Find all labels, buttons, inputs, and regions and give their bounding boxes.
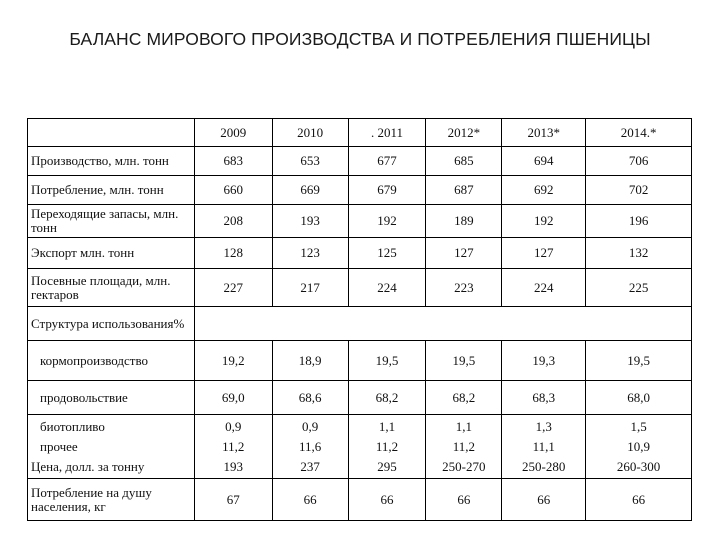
table-cell: 250-280 bbox=[522, 458, 566, 474]
table-cell-stack bbox=[194, 415, 272, 479]
year-header: . 2011 bbox=[348, 119, 426, 147]
table-cell: 66 bbox=[348, 479, 426, 521]
table-cell: 11,2 bbox=[375, 438, 399, 454]
table-cell: 1,1 bbox=[378, 418, 396, 434]
table-cell: 192 bbox=[502, 205, 586, 238]
table-cell: 687 bbox=[426, 176, 502, 205]
table-cell: 127 bbox=[426, 238, 502, 269]
table-cell: 685 bbox=[426, 147, 502, 176]
header-row bbox=[28, 119, 692, 147]
table-cell: 694 bbox=[502, 147, 586, 176]
table-row bbox=[28, 176, 692, 205]
wheat-balance-table bbox=[27, 118, 692, 521]
table-cell-stack bbox=[272, 415, 348, 479]
table-cell: 68,0 bbox=[586, 381, 692, 415]
table-cell: 69,0 bbox=[194, 381, 272, 415]
row-label: Потребление, млн. тонн bbox=[28, 176, 195, 205]
table-cell-stack bbox=[586, 415, 692, 479]
table-cell: 66 bbox=[426, 479, 502, 521]
table-cell: 0,9 bbox=[302, 418, 319, 434]
table-cell: 66 bbox=[502, 479, 586, 521]
table-row bbox=[28, 479, 692, 521]
table-cell: 19,3 bbox=[502, 341, 586, 381]
table-row bbox=[28, 147, 692, 176]
row-label: Посевные площади, млн. гектаров bbox=[28, 269, 195, 307]
table-cell: 653 bbox=[272, 147, 348, 176]
table-cell-stack bbox=[502, 415, 586, 479]
table-cell: 193 bbox=[223, 458, 244, 474]
table-cell: 669 bbox=[272, 176, 348, 205]
table-cell: 692 bbox=[502, 176, 586, 205]
table-cell: 223 bbox=[426, 269, 502, 307]
table-cell: 702 bbox=[586, 176, 692, 205]
row-label-stack bbox=[28, 415, 195, 479]
year-header: 2013* bbox=[502, 119, 586, 147]
table-cell: 11,2 bbox=[452, 438, 475, 454]
row-label: Производство, млн. тонн bbox=[28, 147, 195, 176]
table-cell: 193 bbox=[272, 205, 348, 238]
table-cell: 1,3 bbox=[535, 418, 552, 434]
section-row bbox=[28, 307, 692, 341]
table-cell: 125 bbox=[348, 238, 426, 269]
table-row bbox=[28, 381, 692, 415]
table-cell: 123 bbox=[272, 238, 348, 269]
section-label: Структура использования% bbox=[28, 307, 195, 341]
table-cell: 67 bbox=[194, 479, 272, 521]
table-cell: 250-270 bbox=[442, 458, 486, 474]
table-cell: 132 bbox=[586, 238, 692, 269]
table-cell: 19,5 bbox=[348, 341, 426, 381]
table-cell: 706 bbox=[586, 147, 692, 176]
table-cell: 660 bbox=[194, 176, 272, 205]
table-cell: 208 bbox=[194, 205, 272, 238]
row-label bbox=[28, 341, 195, 381]
table-row bbox=[28, 205, 692, 238]
table-cell: 295 bbox=[377, 458, 397, 474]
row-label-text: биотопливо bbox=[40, 418, 105, 434]
table-cell: 19,5 bbox=[586, 341, 692, 381]
table-cell: 227 bbox=[194, 269, 272, 307]
table-row bbox=[28, 238, 692, 269]
table-cell: 10,9 bbox=[627, 438, 650, 454]
table-cell: 68,3 bbox=[502, 381, 586, 415]
table-cell: 679 bbox=[348, 176, 426, 205]
table-row-merged bbox=[28, 415, 692, 479]
table-cell: 19,5 bbox=[426, 341, 502, 381]
table-cell: 11,6 bbox=[298, 438, 322, 454]
table-cell: 1,1 bbox=[455, 418, 472, 434]
table-row bbox=[28, 341, 692, 381]
table-cell: 18,9 bbox=[272, 341, 348, 381]
table-cell: 196 bbox=[586, 205, 692, 238]
row-label: Потребление на душу населения, кг bbox=[28, 479, 195, 521]
table-cell: 66 bbox=[586, 479, 692, 521]
year-header: 2009 bbox=[194, 119, 272, 147]
table-cell: 224 bbox=[348, 269, 426, 307]
section-empty-cell bbox=[194, 307, 691, 341]
table-cell: 192 bbox=[348, 205, 426, 238]
table-cell: 11,1 bbox=[532, 438, 555, 454]
header-corner-cell bbox=[28, 119, 195, 147]
row-label: Переходящие запасы, млн. тонн bbox=[28, 205, 195, 238]
table-cell: 11,2 bbox=[222, 438, 245, 454]
row-label bbox=[28, 381, 195, 415]
table-cell: 0,9 bbox=[225, 418, 242, 434]
table-cell: 68,2 bbox=[348, 381, 426, 415]
table-cell: 677 bbox=[348, 147, 426, 176]
table-cell: 260-300 bbox=[616, 458, 661, 474]
table-cell: 128 bbox=[194, 238, 272, 269]
table-cell: 127 bbox=[502, 238, 586, 269]
table-cell: 225 bbox=[586, 269, 692, 307]
table-cell-stack bbox=[426, 415, 502, 479]
row-label: Экспорт млн. тонн bbox=[28, 238, 195, 269]
page-title: БАЛАНС МИРОВОГО ПРОИЗВОДСТВА И ПОТРЕБЛЕНИЯ ПШЕНИЦЫ bbox=[69, 29, 651, 49]
row-label-text: продовольствие bbox=[40, 389, 128, 405]
year-header: 2014.* bbox=[586, 119, 692, 147]
table-cell: 19,2 bbox=[194, 341, 272, 381]
table-cell: 237 bbox=[300, 458, 320, 474]
row-label-text: Цена, долл. за тонну bbox=[31, 458, 145, 474]
table-cell: 68,6 bbox=[272, 381, 348, 415]
table-cell: 68,2 bbox=[426, 381, 502, 415]
table-cell: 66 bbox=[272, 479, 348, 521]
table-cell: 224 bbox=[502, 269, 586, 307]
year-header: 2010 bbox=[272, 119, 348, 147]
table-cell: 1,5 bbox=[630, 418, 647, 434]
table-row bbox=[28, 269, 692, 307]
row-label-text: кормопроизводство bbox=[40, 352, 149, 368]
table-cell-stack bbox=[348, 415, 426, 479]
row-label-text: прочее bbox=[40, 438, 78, 454]
table-cell: 189 bbox=[426, 205, 502, 238]
year-header: 2012* bbox=[426, 119, 502, 147]
table-cell: 683 bbox=[194, 147, 272, 176]
table-cell: 217 bbox=[272, 269, 348, 307]
